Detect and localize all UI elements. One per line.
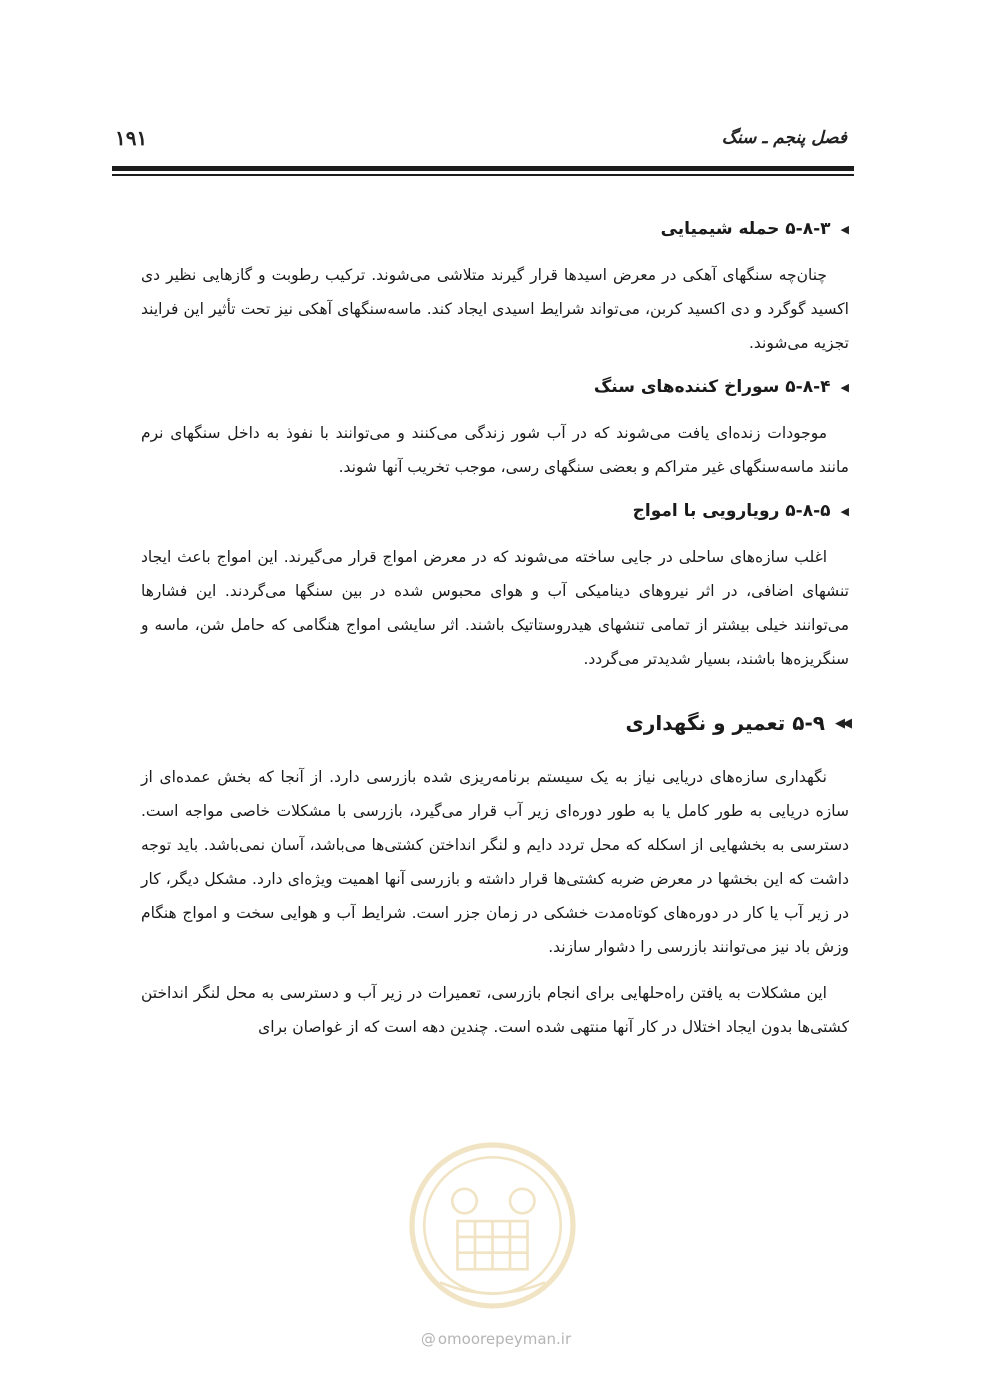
- publisher-seal-icon: [405, 1138, 580, 1313]
- running-head: فصل پنجم ـ سنگ: [721, 128, 847, 148]
- header-rule-thin: [112, 174, 854, 176]
- paragraph: موجودات زنده‌ای یافت می‌شوند که در آب شور زندگی می‌کنند و می‌توانند با نفوذ به داخل سنگهای نرم مانند ماسه‌سنگهای غیر متراکم و بعضی سنگهای رسی، موجب تخریب آنها شوند.: [141, 424, 849, 476]
- paragraph: این مشکلات به یافتن راه‌حلهایی برای انجام بازرسی، تعمیرات در زیر آب و دسترسی به محل لنگر انداختن کشتی‌ها بدون ایجاد اختلال در کار آنها منتهی شده است. چندین دهه است که از غواصان برای: [141, 984, 849, 1036]
- page-number: ۱۹۱: [115, 126, 148, 150]
- watermark-url: [0, 1330, 992, 1348]
- section-heading: [141, 214, 849, 244]
- section-heading-text: ۵-۸-۴ سوراخ کننده‌های سنگ: [593, 377, 831, 397]
- main-section-heading-text: ۵-۹ تعمیر و نگهداری: [625, 711, 825, 735]
- triangle-bullet-icon: ◀: [840, 222, 849, 236]
- section-heading: [141, 372, 849, 402]
- section-heading-text: ۵-۸-۵ رویارویی با امواج: [632, 501, 831, 521]
- page-content: [141, 204, 849, 1056]
- header-rule-thick: [112, 166, 854, 171]
- double-triangle-bullet-icon: ◀◀: [835, 715, 849, 731]
- paragraph: نگهداری سازه‌های دریایی نیاز به یک سیستم برنامه‌ریزی شده بازرسی دارد. از آنجا که بخش عمده‌ای از سازه دریایی به طور کامل یا به طور دوره‌ای زیر آب قرار می‌گیرد، بازرسی با مشکلات خاصی مواجه است. دسترسی به بخشهایی از اسکله که محل تردد دایم و لنگر انداختن کشتی‌ها می‌باشد، آسان نمی‌باشد. باید توجه داشت که این بخشها در معرض ضربه کشتی‌ها قرار داشته و بازرسی آنها اهمیت ویژه‌ای دارد. مشکل دیگر، کار در زیر آب یا کار در دوره‌های کوتاه‌مدت خشکی در زمان جزر است. شرایط آب و هوایی سخت و امواج هنگام وزش باد نیز می‌توانند بازرسی را دشوار سازند.: [141, 768, 849, 956]
- paragraph: اغلب سازه‌های ساحلی در جایی ساخته می‌شوند که در معرض امواج قرار می‌گیرند. این امواج باعث ایجاد تنشهای اضافی، در اثر نیروهای دینامیکی آب و هوای محبوس شده در بین سنگها می‌گردند. این فشارها می‌توانند خیلی بیشتر از تمامی تنشهای هیدروستاتیک باشند. اثر سایشی امواج هنگامی که حامل شن، ماسه و سنگریزه‌ها باشند، بسیار شدیدتر می‌گردد.: [141, 548, 849, 668]
- section-heading-text: ۵-۸-۳ حمله شیمیایی: [660, 219, 831, 239]
- paragraph: چنان‌چه سنگهای آهکی در معرض اسیدها قرار گیرند متلاشی می‌شوند. ترکیب رطوبت و گازهایی نظیر دی اکسید گوگرد و دی اکسید کربن، می‌تواند شرایط اسیدی ایجاد کند. ماسه‌سنگهای آهکی نیز تحت تأثیر این فرایند تجزیه می‌شوند.: [141, 266, 849, 352]
- main-section-heading: [141, 706, 849, 740]
- section-heading: [141, 496, 849, 526]
- triangle-bullet-icon: ◀: [840, 380, 849, 394]
- triangle-bullet-icon: ◀: [840, 504, 849, 518]
- at-sign-icon: @: [420, 1330, 436, 1348]
- watermark-url-text: omoorepeyman.ir: [437, 1330, 572, 1348]
